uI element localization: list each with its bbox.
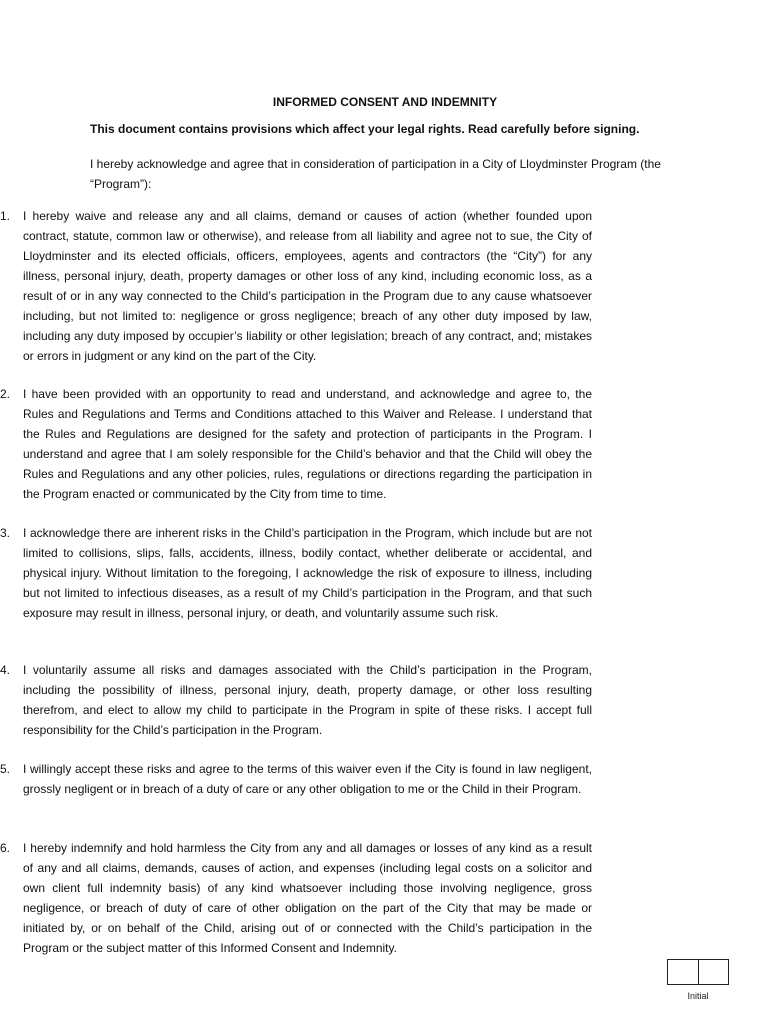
- initial-cell-left[interactable]: [668, 960, 698, 984]
- initial-label: Initial: [687, 991, 709, 1001]
- clause-4: [0, 660, 592, 740]
- clause-number: 2.: [0, 387, 11, 401]
- clause-5: [0, 759, 592, 799]
- clause-number: 5.: [0, 762, 11, 776]
- clause-number: 3.: [0, 526, 11, 540]
- clause-2: [0, 384, 592, 504]
- intro-paragraph: I hereby acknowledge and agree that in consideration of participation in a City of Lloydminster Program (the “Program”):: [90, 157, 661, 191]
- legal-notice: This document contains provisions which affect your legal rights. Read carefully before signing.: [90, 122, 640, 136]
- initial-cell-right[interactable]: [698, 960, 729, 984]
- clause-text: I have been provided with an opportunity to read and understand, and acknowledge and agree to, the Rules and Regulations and Terms and Conditions attached to this Waiver and Release. I understand that the Rules and Regulations are designed for the safety and protection of participants in the Program. I understand and agree that I am solely responsible for the Child’s behavior and that the Child will obey the Rules and Regulations and any other policies, rules, regulations or directions regarding the participation in the Program enacted or communicated by the City from time to time.: [23, 387, 592, 501]
- clause-number: 4.: [0, 663, 11, 677]
- clause-text: I willingly accept these risks and agree to the terms of this waiver even if the City is found in law negligent, grossly negligent or in breach of a duty of care or any other obligation to me or the Child in their Program.: [23, 762, 592, 796]
- clause-text: I hereby waive and release any and all claims, demand or causes of action (whether founded upon contract, statute, common law or otherwise), and release from all liability and agree not to sue, the City of Lloydminster and its elected officials, officers, employees, agents and contractors (the “City”) for any illness, personal injury, death, property damages or other loss of any kind, including economic loss, as a result of or in any way connected to the Child’s participation in the Program due to any cause whatsoever including, but not limited to: negligence or gross negligence; breach of any other duty imposed by law, including any duty imposed by occupier’s liability or other legislation; breach of any contract, and; mistakes or errors in judgment or any kind on the part of the City.: [23, 209, 592, 363]
- initial-box[interactable]: [667, 959, 729, 985]
- document-title: INFORMED CONSENT AND INDEMNITY: [272, 95, 498, 109]
- clause-3: [0, 523, 592, 623]
- clause-number: 6.: [0, 841, 11, 855]
- clause-text: I acknowledge there are inherent risks in the Child’s participation in the Program, which include but are not limited to collisions, slips, falls, accidents, illness, bodily contact, whether deliberate or accidental, and physical injury. Without limitation to the foregoing, I acknowledge the risk of exposure to illness, including but not limited to infectious diseases, as a result of my Child’s participation in the Program, and that such exposure may result in illness, personal injury, or death, and voluntarily assume such risk.: [23, 526, 592, 620]
- clause-text: I voluntarily assume all risks and damages associated with the Child’s participation in the Program, including the possibility of illness, personal injury, death, property damage, or other loss resulting therefrom, and elect to allow my child to participate in the Program in spite of these risks. I accept full responsibility for the Child’s participation in the Program.: [23, 663, 592, 737]
- clause-6: [0, 838, 592, 958]
- clause-number: 1.: [0, 209, 11, 223]
- clause-text: I hereby indemnify and hold harmless the City from any and all damages or losses of any kind as a result of any and all claims, demands, causes of action, and expenses (including legal costs on a solicitor and own client full indemnity basis) of any kind whatsoever including those involving negligence, gross negligence, or breach of duty of care of other obligation on the part of the City that may be made or initiated by, or on behalf of the Child, arising out of or connected with the Child’s participation in the Program or the subject matter of this Informed Consent and Indemnity.: [23, 841, 592, 955]
- clause-1: [0, 206, 592, 366]
